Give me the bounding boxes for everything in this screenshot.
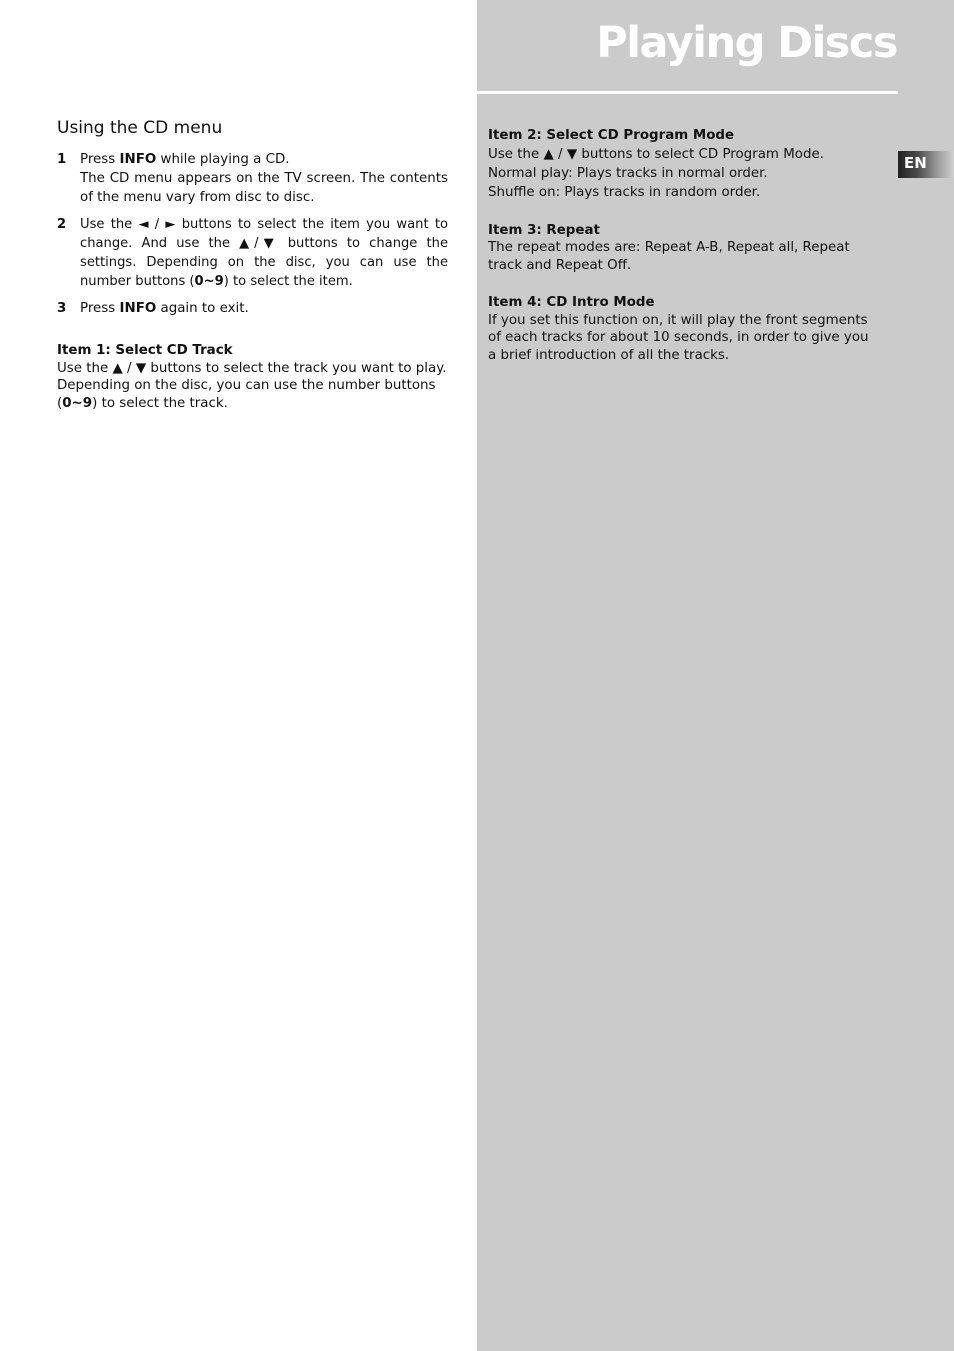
item-title: Item 1: Select CD Track xyxy=(57,343,233,358)
step-3 xyxy=(57,299,448,318)
step-number: 2 xyxy=(57,217,67,232)
step-number: 3 xyxy=(57,301,67,316)
left-column xyxy=(57,118,448,412)
title-rule xyxy=(477,91,898,94)
step-2 xyxy=(57,215,448,291)
item-text-part: Use the ▲ / ▼ buttons to select the track you want to play. Depending on the disc, you can use the number buttons ( xyxy=(57,360,447,411)
item-title: Item 3: Repeat xyxy=(488,222,600,238)
language-tab-label: EN xyxy=(904,154,927,172)
item-line: Normal play: Plays tracks in normal order. xyxy=(488,165,768,181)
spacer xyxy=(488,202,880,222)
right-column xyxy=(488,127,880,364)
step-text-part: Use the ◄ / ► buttons to select the item you want to change. And use the ▲/▼ buttons to change the settings. Depending on the disc, you can use the number buttons ( xyxy=(80,217,448,289)
item-line: Shuffle on: Plays tracks in random order. xyxy=(488,184,761,200)
item-text-part: ) to select the track. xyxy=(92,395,228,411)
step-extra: The CD menu appears on the TV screen. The contents of the menu vary from disc to disc. xyxy=(80,171,448,205)
step-text xyxy=(80,299,448,318)
item-4 xyxy=(488,294,880,364)
item-line: Use the ▲ / ▼ buttons to select CD Program Mode. xyxy=(488,146,824,162)
item-title: Item 2: Select CD Program Mode xyxy=(488,128,735,143)
step-text-part: Press xyxy=(80,301,120,316)
item-2 xyxy=(488,127,880,202)
step-number: 1 xyxy=(57,152,67,167)
item-1 xyxy=(57,342,448,412)
step-key: INFO xyxy=(119,301,157,316)
step-text-part: ) to select the item. xyxy=(223,274,353,289)
item-text: If you set this function on, it will play the front segments of each tracks for about 10 seconds, in order to give you a brief introduction of all the tracks. xyxy=(488,312,869,363)
item-lines xyxy=(488,145,880,202)
spacer xyxy=(488,274,880,294)
step-1 xyxy=(57,150,448,207)
item-title: Item 4: CD Intro Mode xyxy=(488,295,655,310)
page-title: Playing Discs xyxy=(596,18,897,68)
spacer xyxy=(57,326,448,342)
item-text xyxy=(57,360,448,413)
step-key: INFO xyxy=(119,152,157,167)
step-text xyxy=(80,150,448,169)
step-text xyxy=(80,215,448,291)
language-tab xyxy=(898,151,954,178)
step-text-part: Press xyxy=(80,152,120,167)
step-text-part: again to exit. xyxy=(156,301,249,316)
item-3 xyxy=(488,222,880,275)
step-key: 0~9 xyxy=(194,274,224,289)
item-key: 0~9 xyxy=(62,395,93,411)
step-text-part: while playing a CD. xyxy=(156,152,290,167)
section-heading: Using the CD menu xyxy=(57,118,223,138)
item-text: The repeat modes are: Repeat A-B, Repeat all, Repeat track and Repeat Off. xyxy=(488,240,850,273)
